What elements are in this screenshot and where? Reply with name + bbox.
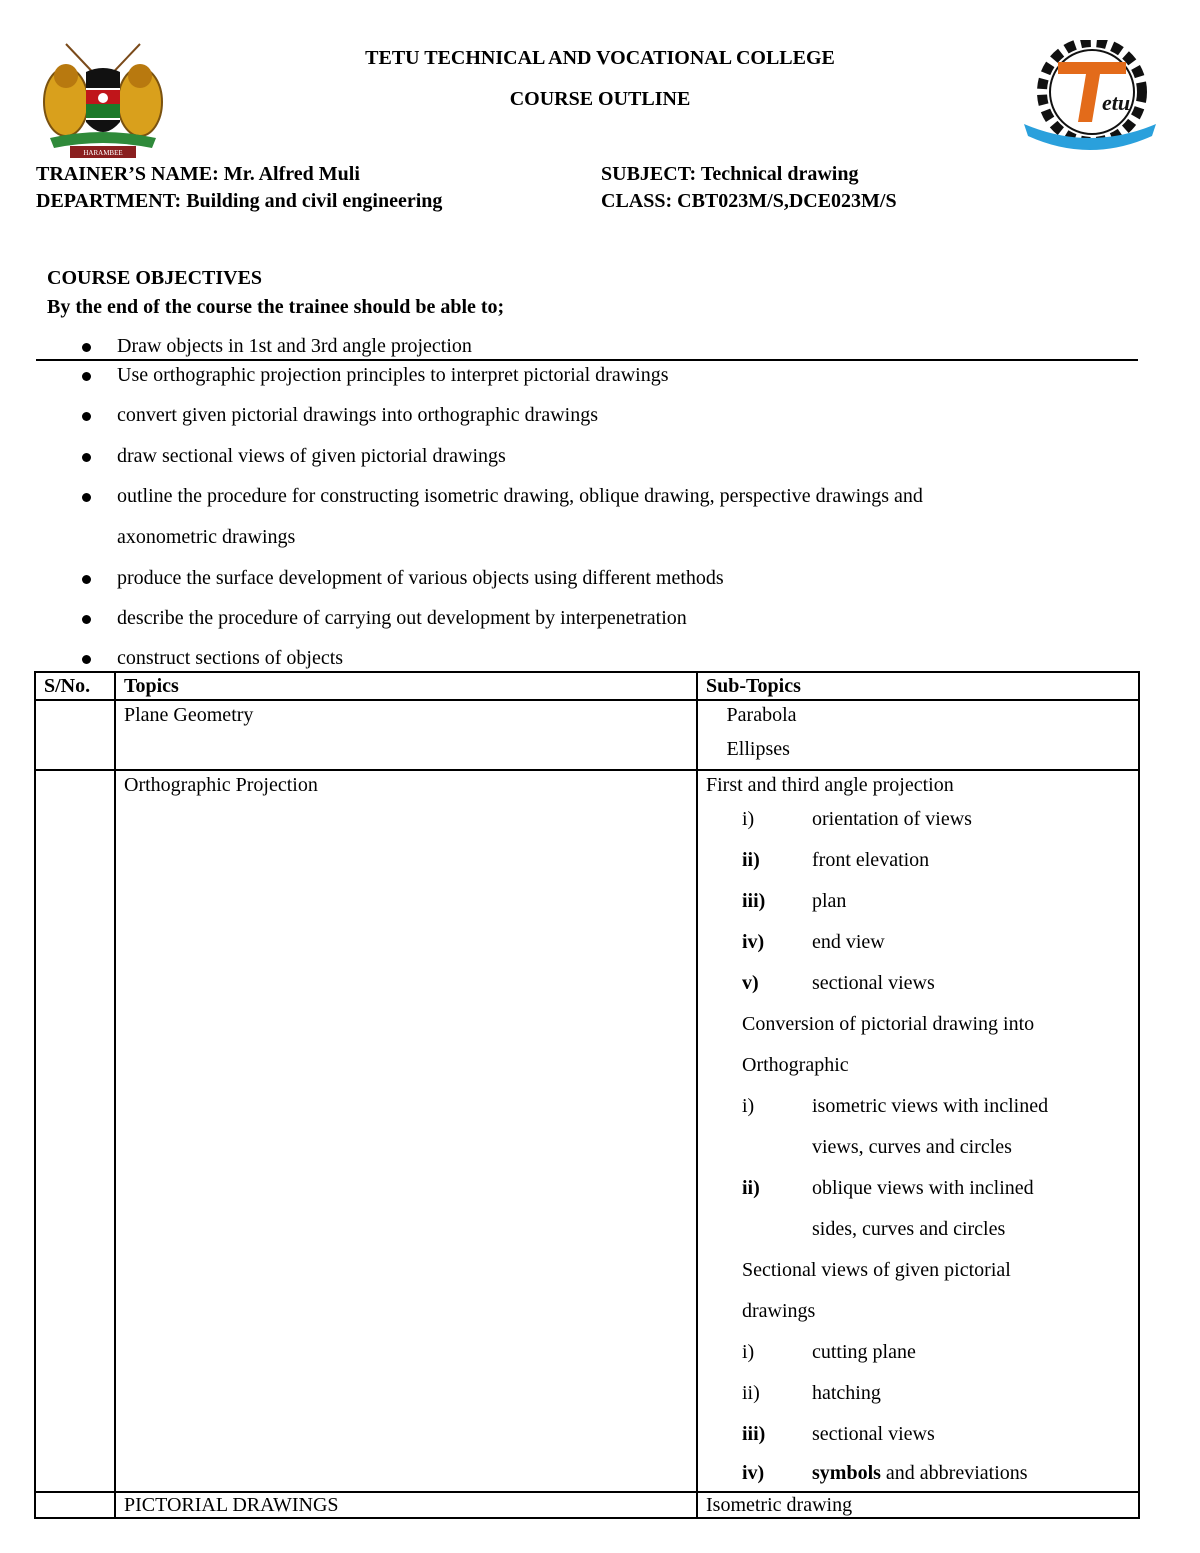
subtopic-item [706, 1168, 1130, 1209]
item-text: plan [812, 890, 847, 912]
item-text: sides, curves and circles [812, 1218, 1006, 1240]
subtopic-item [706, 1414, 1130, 1455]
bullet-icon [82, 372, 91, 381]
subtopic-item [706, 799, 1130, 840]
item-text: end view [812, 931, 885, 953]
item-text: hatching [812, 1382, 881, 1404]
row-sn [35, 700, 115, 770]
subtopic-text: Conversion of pictorial drawing into [742, 1013, 1035, 1035]
table-row [35, 770, 1139, 1492]
item-text: cutting plane [812, 1341, 916, 1363]
objectives-heading: COURSE OBJECTIVES [47, 267, 263, 289]
department: DEPARTMENT: Building and civil engineering [36, 190, 443, 212]
objective-text: produce the surface development of various objects using different methods [117, 567, 724, 589]
objective-text: Draw objects in 1st and 3rd angle projection [117, 335, 472, 357]
item-text-bold: symbols [812, 1462, 881, 1484]
subtopic-text: First and third angle projection [706, 774, 954, 796]
bullet-icon [82, 615, 91, 624]
item-text: views, curves and circles [812, 1136, 1012, 1158]
row-sn [35, 1492, 115, 1518]
table-row [35, 700, 1139, 770]
topic-text: Orthographic Projection [124, 774, 318, 796]
subject: SUBJECT: Technical drawing [601, 163, 859, 185]
item-text: orientation of views [812, 808, 972, 830]
subtopic-item [706, 1455, 1130, 1491]
subtopic-item [706, 881, 1130, 922]
college-title: TETU TECHNICAL AND VOCATIONAL COLLEGE [365, 47, 835, 69]
row-topic [115, 700, 697, 770]
subtopic-item [706, 1127, 1130, 1168]
subtopic-text: Ellipses [706, 738, 770, 760]
topic-text: PICTORIAL DRAWINGS [124, 1494, 339, 1516]
horizontal-rule [36, 359, 1138, 361]
class: CLASS: CBT023M/S,DCE023M/S [601, 190, 897, 212]
item-text: and abbreviations [880, 1462, 1028, 1484]
item-text: sectional views [812, 1423, 935, 1445]
table-row [35, 1492, 1139, 1518]
objective-text: outline the procedure for constructing isometric drawing, oblique drawing, perspective drawings and [117, 485, 923, 507]
subtopic-item [706, 840, 1130, 881]
subtopic-text: drawings [742, 1300, 816, 1322]
trainer-name: TRAINER’S NAME: Mr. Alfred Muli [36, 163, 360, 185]
objective-text: convert given pictorial drawings into orthographic drawings [117, 404, 598, 426]
logo-text: etu [1102, 90, 1131, 115]
bullet-icon [82, 412, 91, 421]
item-text: isometric views with inclined [812, 1095, 1049, 1117]
subtopic-item [706, 1332, 1130, 1373]
table-header-row [35, 672, 1139, 700]
item-number: iv) [742, 931, 765, 953]
objective-text: axonometric drawings [117, 526, 296, 548]
motto-text: HARAMBEE [83, 149, 123, 157]
topic-text: Plane Geometry [124, 704, 254, 726]
subtopic-text: Orthographic [742, 1054, 849, 1076]
subtopic-text: Isometric drawing [706, 1494, 853, 1516]
document-title: COURSE OUTLINE [509, 88, 691, 110]
item-number: v) [742, 972, 759, 994]
item-text: front elevation [812, 849, 930, 871]
objective-text: describe the procedure of carrying out development by interpenetration [117, 607, 687, 629]
item-number: iii) [742, 890, 766, 912]
subtopic-item [706, 963, 1130, 1004]
subtopic-item [706, 1209, 1130, 1250]
objective-text: Use orthographic projection principles to interpret pictorial drawings [117, 364, 669, 386]
item-number: ii) [742, 1177, 760, 1199]
item-number: iii) [742, 1423, 766, 1445]
subtopic-item [706, 1373, 1130, 1414]
row-subtopics [697, 770, 1139, 1492]
item-number: iv) [742, 1462, 765, 1484]
item-number: i) [742, 808, 755, 830]
item-number: ii) [742, 849, 760, 871]
course-outline-table [34, 671, 1140, 1519]
bullet-icon [82, 343, 91, 352]
subtopic-text: Sectional views of given pictorial [742, 1259, 1011, 1281]
subtopic-text: Parabola [706, 704, 776, 726]
item-text: oblique views with inclined [812, 1177, 1034, 1199]
item-number: i) [742, 1095, 755, 1117]
header-topics: Topics [115, 672, 697, 700]
bullet-icon [82, 493, 91, 502]
subtopic-item [706, 1086, 1130, 1127]
header-subtopics: Sub-Topics [697, 672, 1139, 700]
header-sn: S/No. [35, 672, 115, 700]
row-topic [115, 770, 697, 1492]
objective-text: construct sections of objects [117, 647, 344, 669]
item-number: ii) [742, 1382, 760, 1404]
bullet-icon [82, 575, 91, 584]
objectives-intro: By the end of the course the trainee should be able to; [47, 296, 505, 318]
bullet-icon [82, 453, 91, 462]
row-subtopics [697, 700, 1139, 770]
subtopic-item [706, 922, 1130, 963]
row-sn [35, 770, 115, 1492]
item-text: sectional views [812, 972, 935, 994]
bullet-icon [82, 655, 91, 664]
row-subtopics [697, 1492, 1139, 1518]
objective-text: draw sectional views of given pictorial drawings [117, 445, 506, 467]
row-topic [115, 1492, 697, 1518]
item-number: i) [742, 1341, 755, 1363]
